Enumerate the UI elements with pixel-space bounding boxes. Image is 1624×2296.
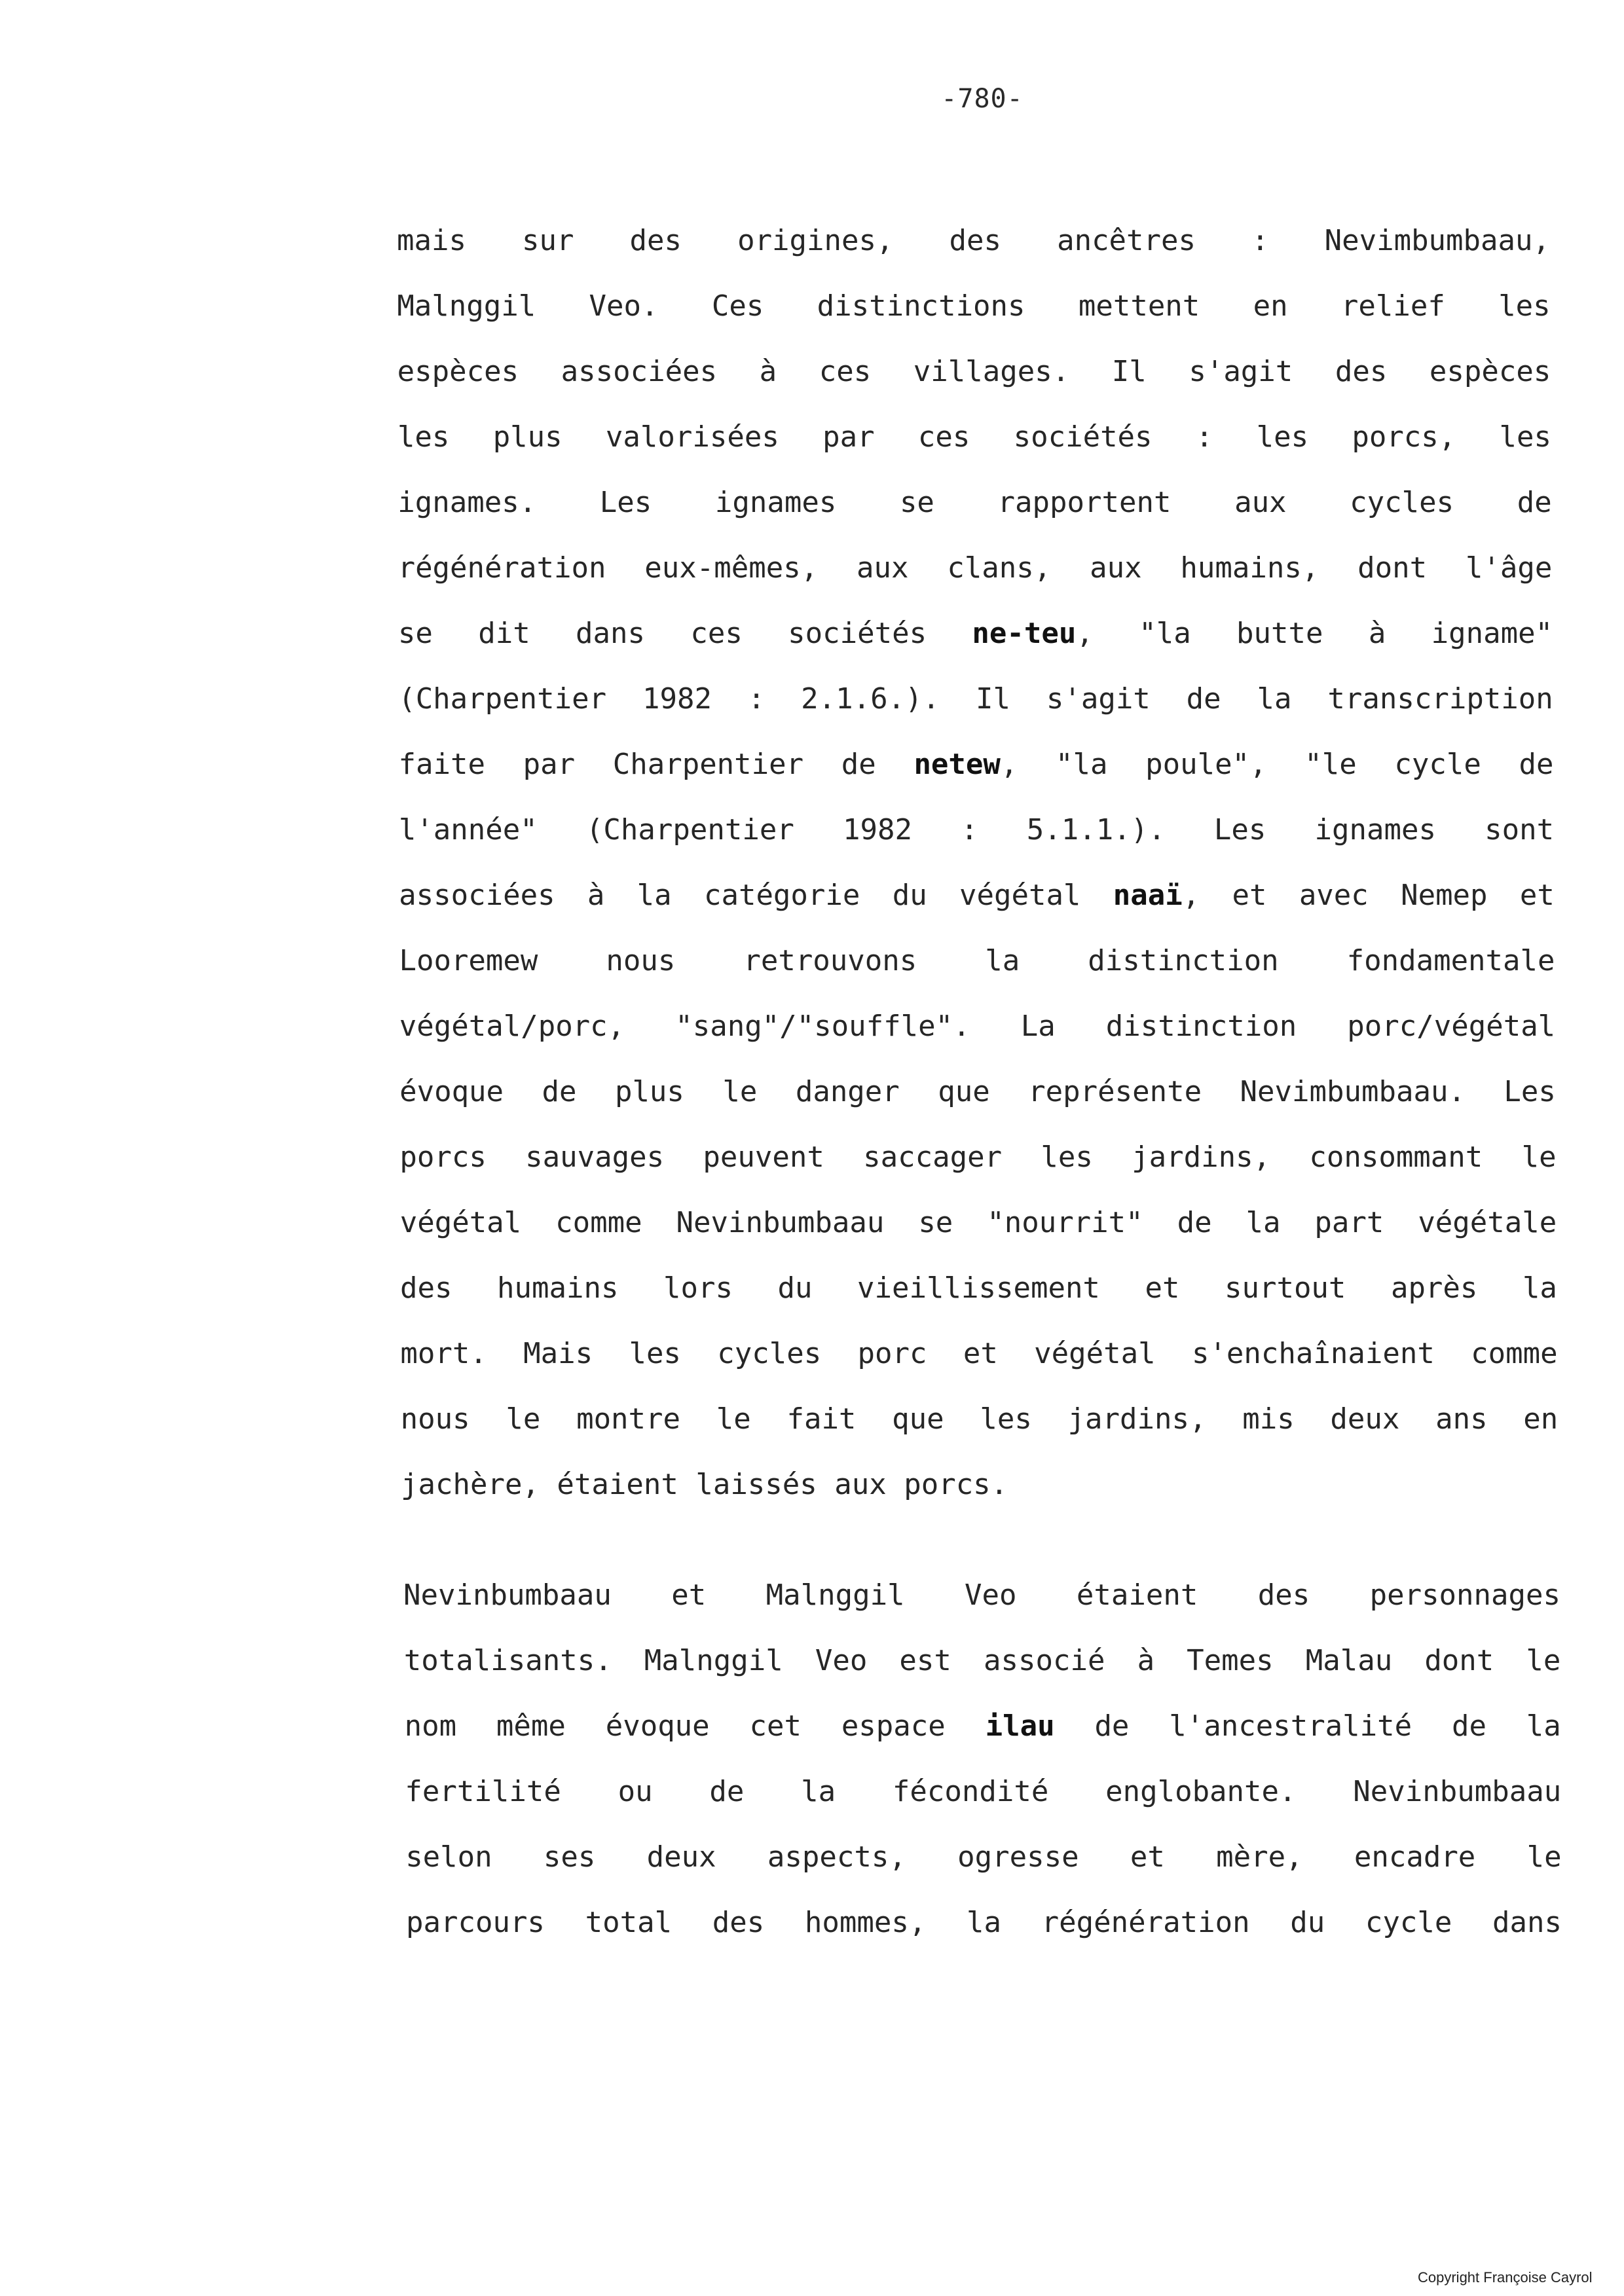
text-segment: porcs sauvages peuvent saccager les jardins, consommant le (399, 1140, 1557, 1174)
text-line (399, 745, 1554, 784)
text-line (399, 811, 1554, 850)
text-line (397, 287, 1550, 326)
bold-term: ilau (985, 1709, 1055, 1743)
text-line (397, 483, 1551, 522)
text-segment: associées à la catégorie du végétal (399, 879, 1113, 912)
copyright-notice: Copyright Françoise Cayrol (1418, 2269, 1593, 2286)
text-line (401, 1465, 1559, 1504)
text-segment: les plus valorisées par ces sociétés : les porcs, les (397, 420, 1552, 454)
bold-term: naaï (1113, 879, 1183, 912)
text-segment: , et avec Nemep et (1182, 879, 1555, 912)
text-segment: se dit dans ces sociétés (397, 617, 972, 650)
text-segment: ignames. Les ignames se rapportent aux cycles de (397, 486, 1552, 519)
text-line (398, 614, 1553, 653)
text-line (400, 1269, 1557, 1308)
text-segment: , "la poule", "le cycle de (1000, 748, 1554, 781)
text-segment: totalisants. Malnggil Veo est associé à Temes Malau dont le (403, 1644, 1561, 1677)
text-line (398, 549, 1553, 588)
text-line (405, 1838, 1561, 1877)
text-line (399, 1138, 1556, 1177)
text-line (401, 1400, 1559, 1439)
text-segment: des humains lors du vieillissement et surtout après la (400, 1271, 1557, 1305)
text-line (399, 876, 1555, 915)
text-segment: nom même évoque cet espace (404, 1709, 986, 1743)
text-segment: l'année" (Charpentier 1982 : 5.1.1.). Les ignames sont (398, 813, 1555, 847)
text-segment: faite par Charpentier de (398, 748, 914, 781)
text-segment: régénération eux-mêmes, aux clans, aux humains, dont l'âge (397, 551, 1553, 585)
text-line (397, 352, 1551, 392)
text-line (403, 1576, 1560, 1615)
text-line (397, 221, 1550, 261)
text-segment: Nevinbumbaau et Malnggil Veo étaient des personnages (403, 1578, 1560, 1612)
text-segment: végétal/porc, "sang"/"souffle". La distinction porc/végétal (399, 1010, 1556, 1043)
text-segment: mais sur des origines, des ancêtres : Nevimbumbaau, (397, 224, 1550, 257)
text-line (405, 1772, 1561, 1812)
text-segment: fertilité ou de la fécondité englobante. Nevinbumbaau (405, 1775, 1562, 1808)
text-line (399, 1072, 1556, 1112)
text-segment: , "la butte à igname" (1076, 617, 1553, 650)
text-segment: de l'ancestralité de la (1054, 1709, 1561, 1743)
text-segment: selon ses deux aspects, ogresse et mère, encadre le (405, 1840, 1562, 1874)
text-line (406, 1903, 1562, 1942)
text-segment: Malnggil Veo. Ces distinctions mettent en relief les (397, 289, 1551, 323)
text-segment: évoque de plus le danger que représente Nevimbumbaau. Les (399, 1075, 1556, 1108)
text-line (400, 1334, 1557, 1374)
text-segment: nous le montre le fait que les jardins, mis deux ans en (400, 1402, 1559, 1436)
text-segment: espèces associées à ces villages. Il s'agit des espèces (397, 355, 1551, 388)
text-segment: jachère, étaient laissés aux porcs. (401, 1468, 1008, 1501)
text-line (405, 1707, 1561, 1746)
text-line (399, 941, 1555, 981)
text-segment: (Charpentier 1982 : 2.1.6.). Il s'agit de la transcription (398, 682, 1553, 716)
text-segment: mort. Mais les cycles porc et végétal s'enchaînaient comme (400, 1337, 1558, 1370)
text-segment: végétal comme Nevinbumbaau se "nourrit" de la part végétale (399, 1206, 1557, 1239)
bold-term: ne-teu (972, 617, 1077, 650)
text-segment: Looremew nous retrouvons la distinction fondamentale (399, 944, 1555, 977)
text-line (397, 418, 1551, 457)
text-line (404, 1641, 1561, 1681)
page-number: -780- (941, 84, 1024, 114)
text-line (399, 1007, 1555, 1046)
text-line (398, 680, 1553, 719)
bold-term: netew (913, 748, 1001, 781)
text-line (400, 1203, 1557, 1243)
text-segment: parcours total des hommes, la régénération du cycle dans (406, 1906, 1562, 1939)
